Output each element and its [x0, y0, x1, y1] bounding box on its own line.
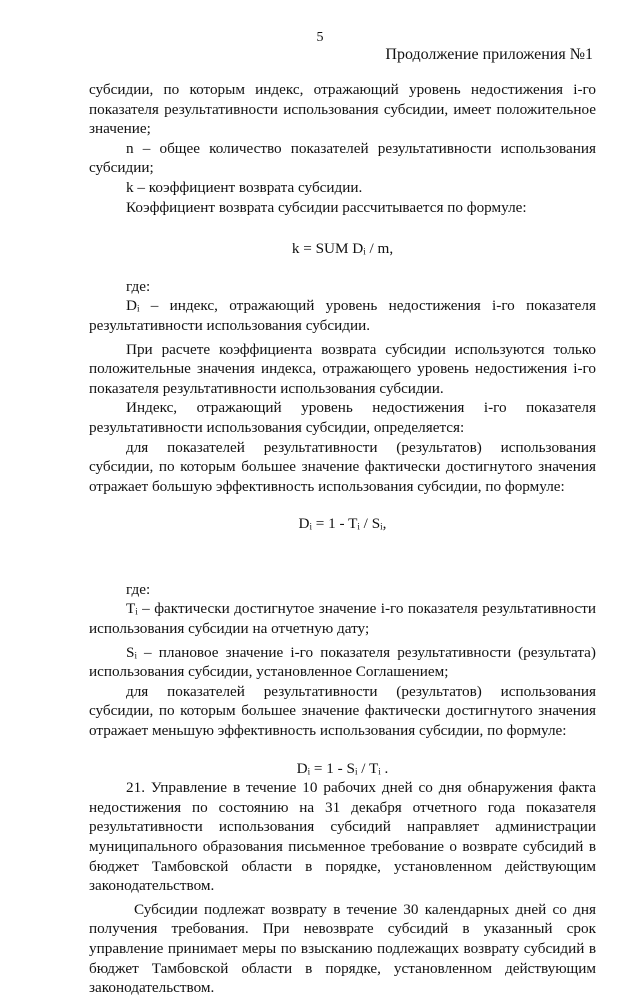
definition-k: k – коэффициент возврата субсидии. [126, 178, 363, 196]
paragraph-21: 21. Управление в течение 10 рабочих дней со дня обнаружения факта недостижения по состоянию на 31 декабря отчетного года показателя результативности использования субсидий направляет администрации муниципального образования письменное требование о возврате субсидий в бюджет Тамбовской области в порядке, установленном действующим законодательством. [89, 779, 596, 895]
paragraph: Субсидии подлежат возврату в течение 30 календарных дней со дня получения требования. При невозврате субсидий в указанный срок управление принимает меры по взысканию подлежащих возврату субсидий в бюджет Тамбовской области в порядке, установленном действующим законодательством. [89, 900, 596, 997]
formula-intro: Коэффициент возврата субсидии рассчитывается по формуле: [126, 198, 527, 216]
paragraph: субсидии, по которым индекс, отражающий уровень недостижения i-го показателя результативности использования субсидии, имеет положительное значение; [89, 81, 596, 138]
where-label: где: [126, 277, 151, 295]
paragraph: для показателей результативности (результатов) использования субсидии, по которым большее значение фактически достигнутого значения отражает большую эффективность использования субсидии, по формуле: [89, 438, 596, 495]
definition-s: Sᵢ – плановое значение i-го показателя результативности (результата) использования субсидии, установленное Соглашением; [89, 643, 596, 681]
document-body [89, 80, 596, 998]
paragraph: При расчете коэффициента возврата субсидии используются только положительные значения индекса, отражающего уровень недостижения i-го показателя результативности использования субсидии. [89, 340, 596, 397]
definition-n: n – общее количество показателей результативности использования субсидии; [89, 139, 596, 177]
formula-d1: Dᵢ = 1 - Tᵢ / Sᵢ, [298, 515, 387, 533]
paragraph: для показателей результативности (результатов) использования субсидии, по которым большее значение фактически достигнутого значения отражает меньшую эффективность использования субсидии, по формуле: [89, 682, 596, 740]
where-label: где: [126, 580, 151, 598]
appendix-header: Продолжение приложения №1 [385, 46, 593, 63]
page-number: 5 [316, 30, 324, 45]
definition-d: Dᵢ – индекс, отражающий уровень недостижения i-го показателя результативности использования субсидии. [89, 297, 596, 334]
formula-k: k = SUM Dᵢ / m, [291, 240, 394, 258]
paragraph: Индекс, отражающий уровень недостижения i-го показателя результативности использования субсидии, определяется: [89, 399, 596, 436]
formula-d2: Dᵢ = 1 - Sᵢ / Tᵢ . [296, 759, 389, 777]
definition-t: Tᵢ – фактически достигнутое значение i-го показателя результативности использования субсидии на отчетную дату; [89, 600, 596, 638]
